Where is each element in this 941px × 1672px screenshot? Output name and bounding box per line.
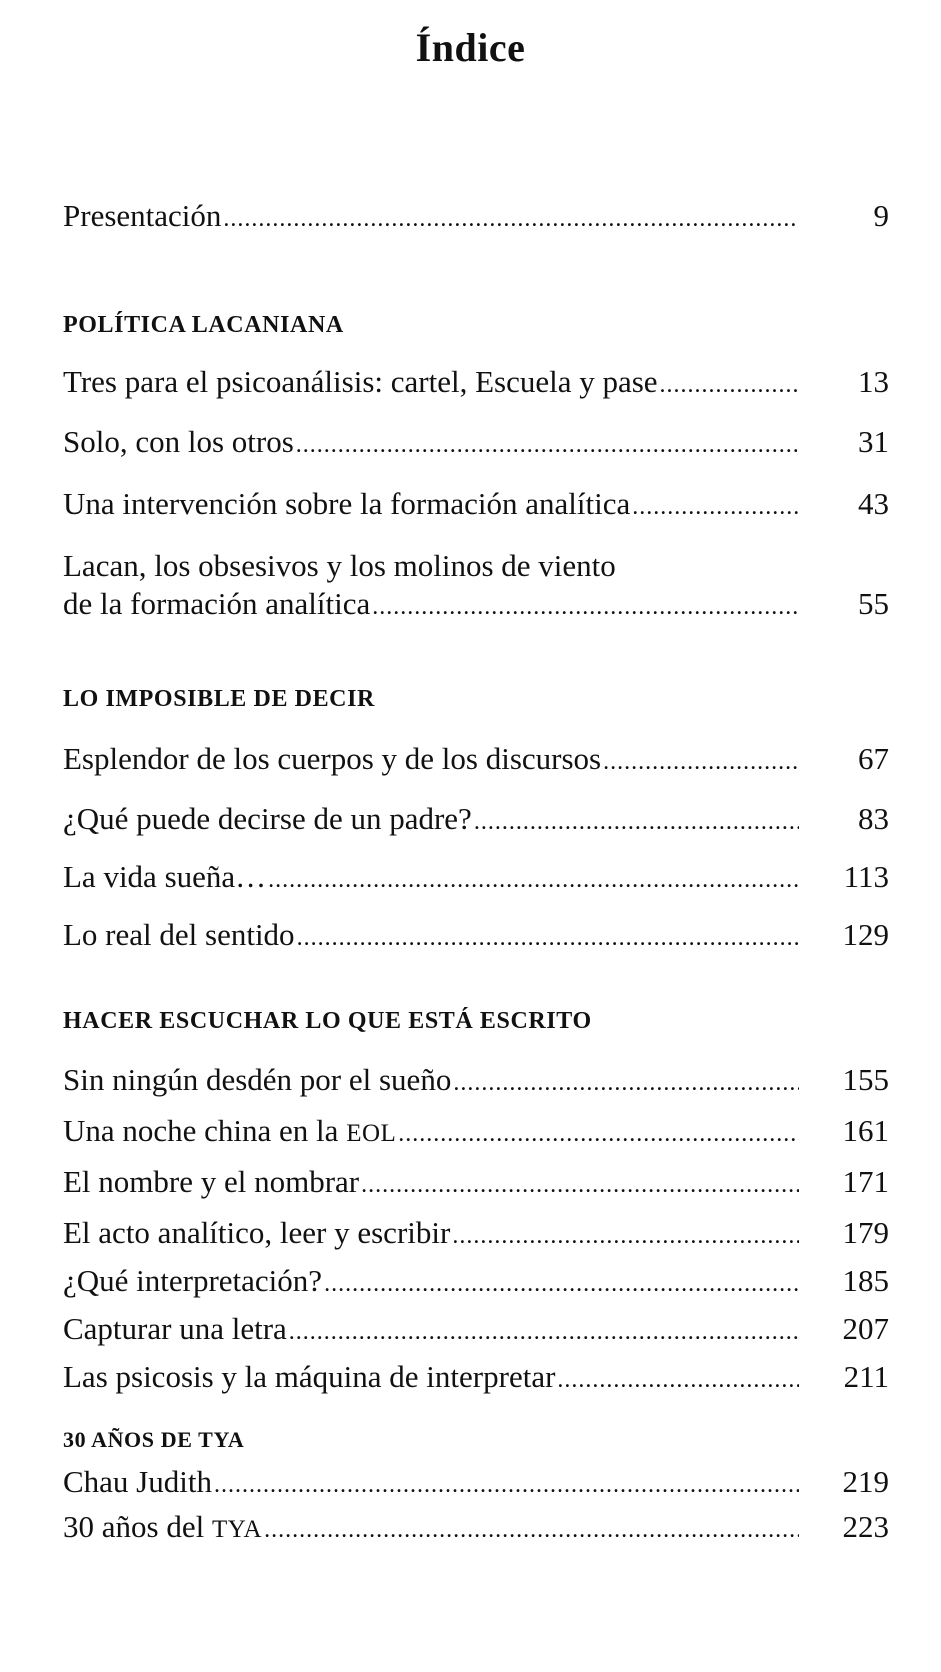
toc-entry-label-text: 30 años del: [63, 1509, 212, 1544]
toc-entry[interactable]: [63, 1464, 889, 1500]
toc-page-number: 129: [842, 917, 889, 952]
section-heading-30-anos-de-tya: 30 AÑOS DE TYA: [63, 1427, 245, 1452]
toc-page-number: 219: [842, 1464, 889, 1499]
toc-entry[interactable]: [63, 1215, 889, 1251]
toc-page-number: 67: [858, 741, 889, 776]
toc-entry[interactable]: [63, 424, 889, 460]
toc-entry-label: Las psicosis y la máquina de interpretar: [63, 1359, 556, 1394]
toc-page-number: 113: [843, 859, 889, 894]
toc-entry-label: Una intervención sobre la formación analítica: [63, 486, 631, 521]
toc-entry[interactable]: [63, 917, 889, 953]
toc-entry[interactable]: [63, 1359, 889, 1395]
toc-entry[interactable]: [63, 1062, 889, 1098]
toc-page-number: 207: [842, 1311, 889, 1346]
toc-page-number: 9: [873, 198, 889, 233]
toc-entry-label: El nombre y el nombrar: [63, 1164, 360, 1199]
toc-page-number: 83: [858, 801, 889, 836]
toc-entry-label: El acto analítico, leer y escribir: [63, 1215, 451, 1250]
toc-entry-label-acronym: EOL: [346, 1120, 397, 1147]
toc-entry-label: ¿Qué interpretación?: [63, 1263, 323, 1298]
toc-page-number: 185: [842, 1263, 889, 1298]
toc-entry[interactable]: [63, 801, 889, 837]
dot-leader: [296, 432, 799, 459]
toc-entry-label: Sin ningún desdén por el sueño: [63, 1062, 452, 1097]
section-heading-politica-lacaniana: POLÍTICA LACANIANA: [63, 312, 344, 338]
toc-entry-label: Chau Judith: [63, 1464, 212, 1499]
toc-page-number: 155: [842, 1062, 889, 1097]
toc-page-number: 179: [842, 1215, 889, 1250]
toc-entry-label: Esplendor de los cuerpos y de los discursos: [63, 741, 602, 776]
toc-entry-label-text: Una noche china en la: [63, 1113, 347, 1148]
dot-leader: [289, 1319, 799, 1346]
toc-entry[interactable]: [63, 1164, 889, 1200]
section-heading-lo-imposible-de-decir: LO IMPOSIBLE DE DECIR: [63, 686, 375, 712]
section-heading-hacer-escuchar: HACER ESCUCHAR LO QUE ESTÁ ESCRITO: [63, 1008, 592, 1034]
toc-page-number: 171: [842, 1164, 889, 1199]
dot-leader: [474, 809, 799, 836]
toc-entry-label: ¿Qué puede decirse de un padre?: [63, 801, 472, 836]
dot-leader: [372, 594, 799, 621]
dot-leader: [660, 372, 799, 399]
toc-entry-label: Tres para el psicoanálisis: cartel, Escuela y pase: [63, 364, 658, 399]
dot-leader: [453, 1070, 799, 1097]
toc-entry-label-line1: Lacan, los obsesivos y los molinos de viento: [63, 548, 616, 583]
toc-entry[interactable]: [63, 364, 889, 400]
dot-leader: [398, 1121, 799, 1148]
toc-entry-label: Presentación: [63, 198, 222, 233]
dot-leader: [361, 1172, 799, 1199]
dot-leader: [632, 494, 799, 521]
toc-entry-label: [63, 1113, 396, 1149]
toc-entry-label: Lo real del sentido: [63, 917, 295, 952]
toc-entry[interactable]: [63, 586, 889, 622]
toc-entry[interactable]: [63, 1113, 889, 1149]
toc-page-number: 161: [842, 1113, 889, 1148]
toc-page-number: 13: [858, 364, 889, 399]
dot-leader: [297, 925, 799, 952]
dot-leader: [268, 867, 799, 894]
dot-leader: [452, 1223, 799, 1250]
dot-leader: [264, 1517, 799, 1544]
toc-entry[interactable]: [63, 741, 889, 777]
toc-entry-label-acronym: TYA: [211, 1516, 263, 1543]
toc-entry-label: La vida sueña…: [63, 859, 267, 894]
toc-entry-presentacion[interactable]: [63, 198, 889, 234]
toc-page-number: 31: [858, 424, 889, 459]
toc-entry-label: [63, 1509, 262, 1545]
toc-entry[interactable]: [63, 486, 889, 522]
toc-page-number: 223: [842, 1509, 889, 1544]
dot-leader: [223, 206, 799, 233]
toc-page-number: 43: [858, 486, 889, 521]
toc-entry[interactable]: [63, 859, 889, 895]
toc-entry[interactable]: [63, 1311, 889, 1347]
dot-leader: [324, 1271, 799, 1298]
toc-entry-label: Capturar una letra: [63, 1311, 287, 1346]
toc-page-number: 211: [843, 1359, 889, 1394]
toc-entry[interactable]: [63, 1263, 889, 1299]
page-title: Índice: [415, 25, 526, 70]
toc-entry-label: de la formación analítica: [63, 586, 371, 621]
toc-entry[interactable]: [63, 1509, 889, 1545]
toc-entry-label: Solo, con los otros: [63, 424, 294, 459]
toc-page-number: 55: [858, 586, 889, 621]
dot-leader: [557, 1367, 799, 1394]
dot-leader: [214, 1472, 799, 1499]
dot-leader: [603, 749, 799, 776]
